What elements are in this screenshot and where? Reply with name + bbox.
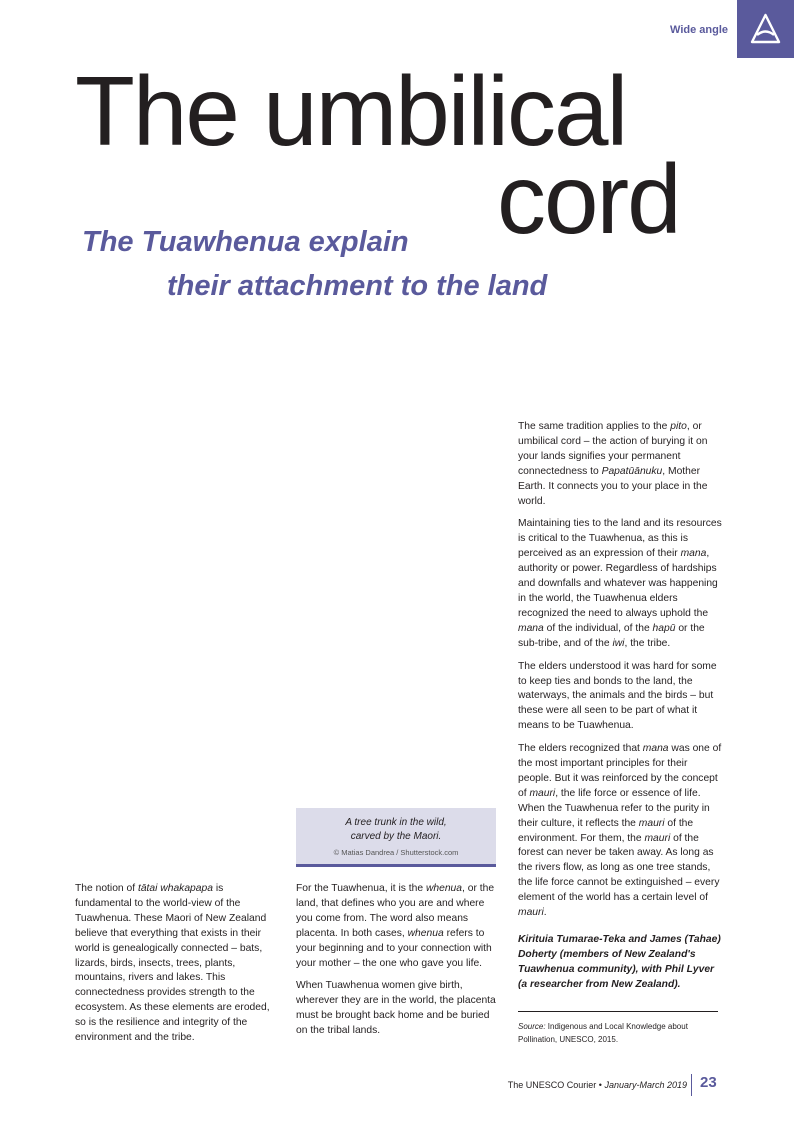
caption-line2: carved by the Maori. bbox=[350, 831, 442, 842]
page-number: 23 bbox=[700, 1074, 717, 1091]
paragraph: The notion of tātai whakapapa is fundamental to the world-view of the Tuawhenua. These Maori of New Zealand believe that everything that exists in their world is genealogically connected – bats, lizards, birds, insects, trees, plants, mountains, rivers and lakes. This connectedness provides strength to the ecosystem. As these elements are eroded, so is the resilience and integrity of the environment and the tribe. bbox=[75, 883, 270, 1044]
paragraph: For the Tuawhenua, it is the whenua, or the land, that defines who you are and where you come from. The word also means placenta. In both cases, whenua refers to your beginning and to your connection with your mother – the one who gave you life. bbox=[296, 883, 495, 969]
subtitle-line1: The Tuawhenua explain bbox=[82, 226, 409, 258]
article-column-3 bbox=[518, 420, 723, 1054]
caption-credit: © Matias Dandrea / Shutterstock.com bbox=[333, 848, 459, 857]
paragraph: Maintaining ties to the land and its resources is critical to the Tuawhenua, as this is perceived as an expression of their mana, authority or power. Regardless of hardships and downfalls and whatever was happening in the world, the Tuawhenua elders recognized the need to always uphold the mana of the individual, of the hapū or the sub-tribe, and of the iwi, the tribe. bbox=[518, 518, 722, 649]
source-note: Source: Indigenous and Local Knowledge about Pollination, UNESCO, 2015. bbox=[518, 1021, 688, 1044]
section-badge bbox=[737, 0, 794, 58]
triangle-logo-icon bbox=[748, 12, 783, 47]
divider bbox=[518, 1011, 718, 1012]
article-column-2 bbox=[296, 882, 498, 1047]
paragraph: The elders recognized that mana was one of the most important principles for their people. But it was reinforced by the concept of mauri, the life force or essence of life. When the Tuawhenua refer to the purity in their culture, it reflects the mauri of the environment. For them, the mauri of the forest can never be taken away. As long as the rivers flow, as long as one tree stands, the life force cannot be extinguished – every element of the world has a certain level of mauri. bbox=[518, 743, 722, 919]
photo-caption bbox=[296, 808, 496, 867]
subtitle-line2: their attachment to the land bbox=[167, 270, 548, 302]
article-column-1 bbox=[75, 882, 280, 1054]
author-credit: Kirituia Tumarae-Teka and James (Tahae) Doherty (members of New Zealand's Tuawhenua community), with Phil Lyver (a researcher from New Zealand). bbox=[518, 934, 721, 990]
footer-divider bbox=[691, 1074, 692, 1096]
paragraph: The same tradition applies to the pito, or umbilical cord – the action of burying it on your lands signifies your permanent connectedness to Papatūānuku, Mother Earth. It connects you to your place in the world. bbox=[518, 421, 708, 507]
section-label: Wide angle bbox=[670, 24, 728, 36]
caption-text bbox=[296, 816, 496, 844]
page-title-line1: The umbilical bbox=[75, 56, 627, 166]
paragraph: The elders understood it was hard for some to keep ties and bonds to the land, the waterways, the animals and the birds – but these were all seen to be part of what it means to be Tuawhenua. bbox=[518, 660, 717, 732]
page-title-line2: cord bbox=[497, 144, 680, 254]
footer-publication: The UNESCO Courier • January-March 2019 bbox=[507, 1080, 687, 1090]
caption-line1: A tree trunk in the wild, bbox=[345, 817, 447, 828]
paragraph: When Tuawhenua women give birth, wherever they are in the world, the placenta must be brought back home and be buried on the tribal lands. bbox=[296, 980, 496, 1037]
